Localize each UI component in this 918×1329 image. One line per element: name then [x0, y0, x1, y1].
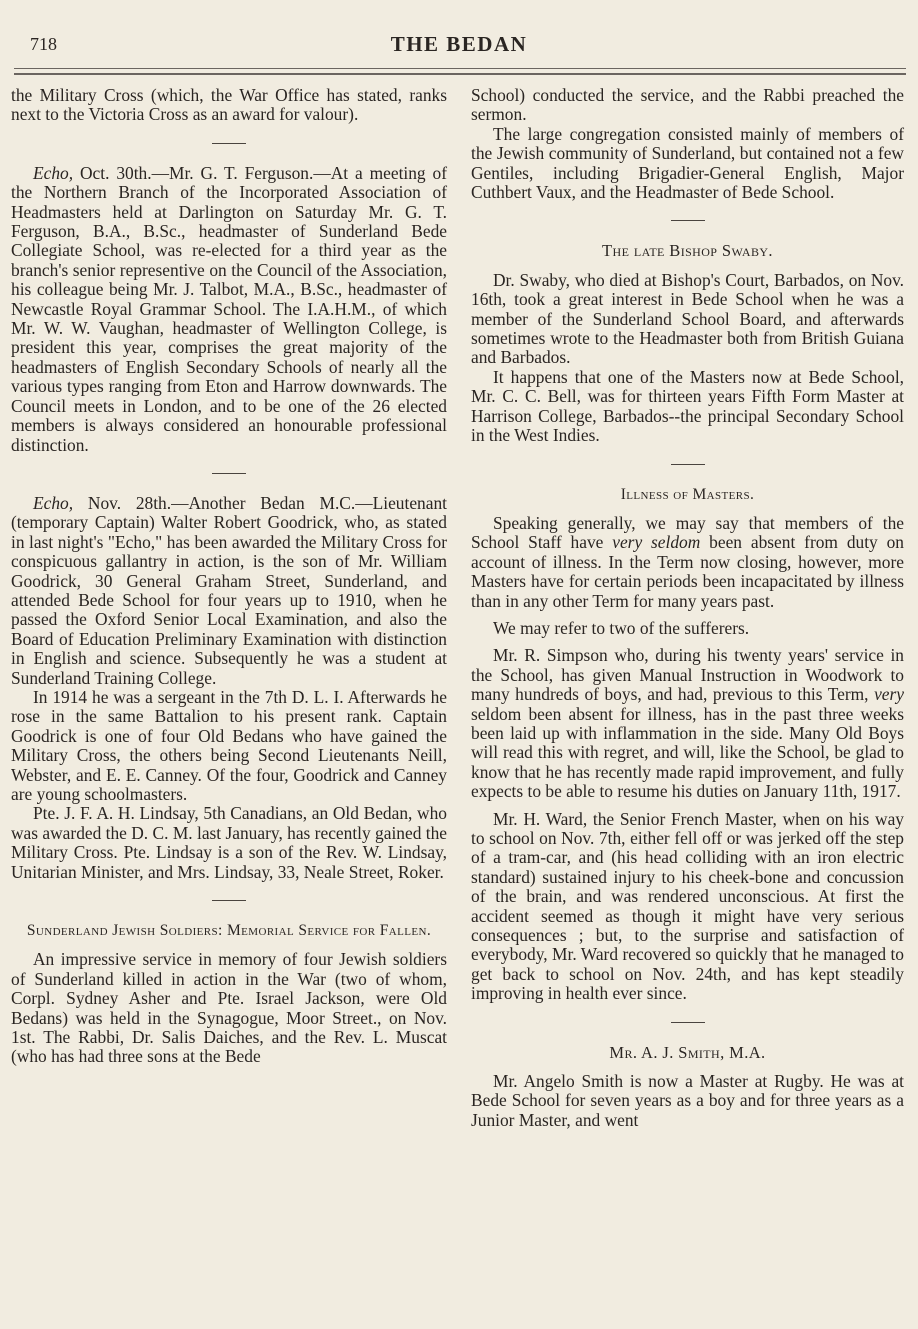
paragraph-congregation: The large congregation consisted mainly of members of the Jewish community of Sunderland, but contained not a few Gentiles, including Brigadier-General English, Major Cuthbert Vaux, and the Headmaster of Bede School.	[471, 123, 904, 203]
paragraph-simpson: Mr. R. Simpson who, during his twenty years' service in the School, has given Manual Instruction in Woodwork to many hundreds of boys, and had, previous to this Term, very seldom been absent for illness, has in the past three weeks been laid up with inflammation in the side. Many Old Boys will read this with regret, and will, like the School, be glad to know that he has recently made rapid improvement, and fully expects to be able to resume his duties on January 11th, 1917.	[471, 645, 904, 802]
paragraph-echo-ferguson: Echo, Oct. 30th.—Mr. G. T. Ferguson.—At a meeting of the Northern Branch of the Incorporated Association of Headmasters held at Darlington on Saturday Mr. G. T. Ferguson, B.A., B.Sc., headmaster of Sunderland Bede Collegiate School, was re-elected for a third year as the branch's senior representive on the Council of the Association, his colleague being Mr. J. Talbot, M.A., B.Sc., headmaster of Newcastle Royal Grammar School. The I.A.H.M., of which Mr. W. W. Vaughan, headmaster of Wellington College, is president this year, comprises the great majority of the headmasters of English Secondary Schools of nearly all the various types ranging from Eton and Harrow downwards. The Council meets in London, and to be one of the 26 elected members is always considered an honourable professional distinction.	[11, 162, 447, 455]
paragraph-smith: Mr. Angelo Smith is now a Master at Rugby. He was at Bede School for seven years as a boy and for three years as a Junior Master, and went	[471, 1071, 904, 1130]
page-number: 718	[30, 34, 57, 54]
paragraph-ward: Mr. H. Ward, the Senior French Master, when on his way to school on Nov. 7th, either fell off or was jerked off the step of a tram-car, and (his head colliding with an iron electric standard) sustained injury to his cheek-bone and concussion of the brain, and was rendered unconscious. At first the accident seemed as though it might have very serious consequences ; but, to the surprise and satisfaction of everybody, Mr. Ward recovered so quickly that he managed to get back to school on Nov. 24th, and has kept steadily improving in health ever since.	[471, 808, 904, 1004]
paragraph-lindsay: Pte. J. F. A. H. Lindsay, 5th Canadians, an Old Bedan, who was awarded the D. C. M. last January, has recently gained the Military Cross. Pte. Lindsay is a son of the Rev. W. Lindsay, Unitarian Minister, and Mrs. Lindsay, 33, Neale Street, Roker.	[11, 803, 447, 882]
paragraph-echo-goodrick: Echo, Nov. 28th.—Another Bedan M.C.—Lieutenant (temporary Captain) Walter Robert Goodrick, who, as stated in last night's "Echo," has been awarded the Military Cross for conspicuous gallantry in action, is the son of Mr. William Goodrick, 30 General Graham Street, Sunderland, and attended Bede School for four years up to 1910, when he passed the Oxford Senior Local Examination, and also the Board of Education Preliminary Examination with distinction in English and science. Subsequently he was a student at Sunderland Training College.	[11, 492, 447, 688]
source-echo: Echo,	[33, 162, 74, 183]
separator	[212, 473, 246, 474]
heading-bishop-swaby: The late Bishop Swaby.	[602, 241, 773, 261]
separator	[212, 143, 246, 144]
paragraph-military-cross-end: the Military Cross (which, the War Office has stated, ranks next to the Victoria Cross as an award for valour).	[11, 85, 447, 125]
source-echo: Echo,	[33, 492, 74, 513]
paragraph-jewish-memorial: An impressive service in memory of four Jewish soldiers of Sunderland killed in action in the War (two of whom, Corpl. Sydney Asher and Pte. Israel Jackson, were Old Bedans) was held in the Synagogue, Moor Street., on Nov. 1st. The Rabbi, Dr. Salis Daiches, and the Rev. L. Muscat (who has had three sons at the Bede	[11, 949, 447, 1067]
separator	[671, 464, 705, 465]
heading-mr-smith: Mr. A. J. Smith, M.A.	[609, 1042, 766, 1062]
running-title: THE BEDAN	[390, 32, 528, 56]
separator	[212, 900, 246, 901]
header-rule	[14, 68, 906, 69]
paragraph-goodrick-career: In 1914 he was a sergeant in the 7th D. L. I. Afterwards he rose in the same Battalion to his present rank. Captain Goodrick is one of four Old Bedans who have gained the Military Cross, the others being Second Lieutenants Neill, Webster, and E. E. Canney. Of the four, Goodrick and Canney are young schoolmasters.	[11, 686, 447, 804]
heading-illness-of-masters: Illness of Masters.	[620, 485, 755, 503]
page-header	[0, 32, 918, 62]
right-column	[471, 86, 904, 1130]
separator	[671, 220, 705, 221]
paragraph-refer: We may refer to two of the sufferers.	[493, 617, 750, 638]
header-rule-double	[14, 73, 906, 75]
heading-jewish-soldiers: Sunderland Jewish Soldiers: Memorial Service for Fallen.	[26, 922, 432, 940]
separator	[671, 1022, 705, 1023]
paragraph-swaby: Dr. Swaby, who died at Bishop's Court, Barbados, on Nov. 16th, took a great interest in Bede School when he was a member of the Sunderland School Board, and afterwards sometimes wrote to the Headmaster both from British Guiana and Barbados.	[471, 269, 904, 368]
paragraph-bell: It happens that one of the Masters now at Bede School, Mr. C. C. Bell, was for thirteen years Fifth Form Master at Harrison College, Barbados--the principal Secondary School in the West Indies.	[471, 366, 904, 446]
paragraph-speaking-generally: Speaking generally, we may say that members of the School Staff have very seldom been absent from duty on account of illness. In the Term now closing, however, more Masters have for certain periods been incapacitated by illness than in any other Term for many years past.	[471, 512, 904, 611]
left-column	[11, 86, 447, 1067]
paragraph-service-continued: School) conducted the service, and the Rabbi preached the sermon.	[471, 85, 904, 125]
